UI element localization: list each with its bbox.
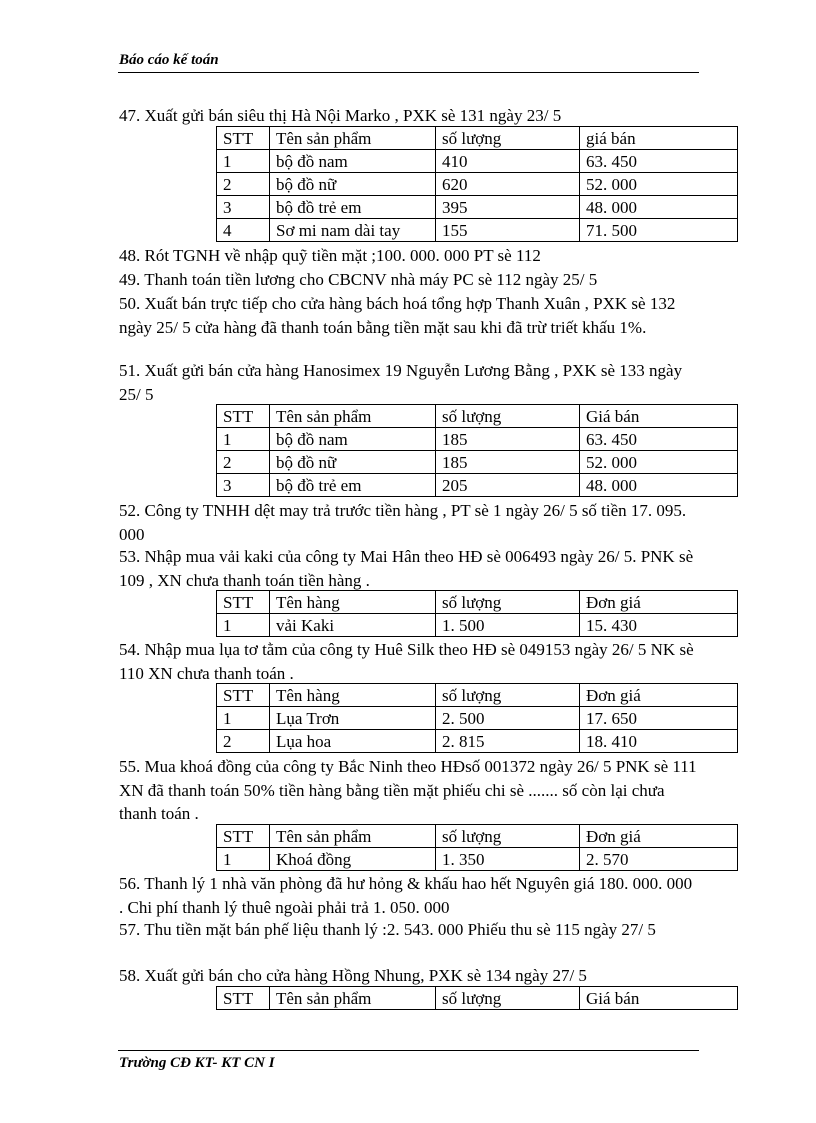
table-row [217, 196, 738, 219]
column-header: STT [217, 684, 270, 707]
table-cell: vải Kaki [270, 614, 436, 637]
table-cell: bộ đồ trẻ em [270, 474, 436, 497]
column-header: số lượng [436, 405, 580, 428]
column-header: Đơn giá [580, 684, 738, 707]
item-55: 55. Mua khoá đồng của công ty Bắc Ninh theo HĐsố 001372 ngày 26/ 5 PNK sè 111 XN đã thanh toán 50% tiền hàng bằng tiền mặt phiếu chi sè ....... số còn lại chưa thanh toán . [119, 757, 697, 823]
table-row [217, 428, 738, 451]
column-header: số lượng [436, 825, 580, 848]
table-cell: 395 [436, 196, 580, 219]
column-header: STT [217, 591, 270, 614]
column-header: Đơn giá [580, 591, 738, 614]
table-cell: 1 [217, 428, 270, 451]
column-header: STT [217, 825, 270, 848]
column-header: Tên sản phẩm [270, 405, 436, 428]
table-cell: 205 [436, 474, 580, 497]
table-item-51 [216, 404, 738, 497]
table-cell: 18. 410 [580, 730, 738, 753]
table-header-row [217, 684, 738, 707]
table-cell: 63. 450 [580, 150, 738, 173]
table-cell: 1 [217, 150, 270, 173]
table-cell: 2 [217, 730, 270, 753]
table-cell: 52. 000 [580, 451, 738, 474]
page-header-title: Báo cáo kế toán [119, 52, 219, 68]
item-50: 50. Xuất bán trực tiếp cho cửa hàng bách hoá tổng hợp Thanh Xuân , PXK sè 132 ngày 25/ 5 cửa hàng đã thanh toán bằng tiền mặt sau khi đã trừ triết khấu 1%. [119, 294, 676, 337]
table-cell: 185 [436, 451, 580, 474]
table-cell: bộ đồ nữ [270, 451, 436, 474]
footer-rule [118, 1050, 699, 1051]
table-cell: 17. 650 [580, 707, 738, 730]
item-56: 56. Thanh lý 1 nhà văn phòng đã hư hỏng & khấu hao hết Nguyên giá 180. 000. 000 . Chi phí thanh lý thuê ngoài phải trả 1. 050. 000 [119, 874, 693, 917]
table-cell: 185 [436, 428, 580, 451]
table-cell: 1. 350 [436, 848, 580, 871]
table-item-58 [216, 986, 738, 1010]
table-cell: bộ đồ trẻ em [270, 196, 436, 219]
column-header: Đơn giá [580, 825, 738, 848]
table-cell: 48. 000 [580, 474, 738, 497]
table-header-row [217, 825, 738, 848]
table-cell: 620 [436, 173, 580, 196]
table-cell: 3 [217, 196, 270, 219]
column-header: Tên hàng [270, 684, 436, 707]
column-header: STT [217, 127, 270, 150]
table-cell: 48. 000 [580, 196, 738, 219]
column-header: Tên sản phẩm [270, 987, 436, 1010]
column-header: số lượng [436, 591, 580, 614]
table-row [217, 614, 738, 637]
item-54: 54. Nhập mua lụa tơ tằm của công ty Huê Silk theo HĐ sè 049153 ngày 26/ 5 NK sè 110 XN chưa thanh toán . [119, 640, 694, 683]
page-footer-title: Trường CĐ KT- KT CN I [119, 1055, 275, 1071]
table-cell: Lụa hoa [270, 730, 436, 753]
column-header: Tên sản phẩm [270, 127, 436, 150]
table-header-row [217, 987, 738, 1010]
table-item-47 [216, 126, 738, 242]
table-cell: 2. 570 [580, 848, 738, 871]
table-cell: 2. 815 [436, 730, 580, 753]
table-cell: 155 [436, 219, 580, 242]
table-cell: Khoá đồng [270, 848, 436, 871]
table-cell: Sơ mi nam dài tay [270, 219, 436, 242]
item-58: 58. Xuất gửi bán cho cửa hàng Hồng Nhung, PXK sè 134 ngày 27/ 5 [119, 966, 587, 985]
column-header: số lượng [436, 684, 580, 707]
column-header: STT [217, 987, 270, 1010]
item-48: 48. Rót TGNH về nhập quỹ tiền mặt ;100. 000. 000 PT sè 112 [119, 246, 541, 265]
column-header: Tên sản phẩm [270, 825, 436, 848]
table-cell: 2. 500 [436, 707, 580, 730]
table-cell: 63. 450 [580, 428, 738, 451]
table-cell: 1 [217, 848, 270, 871]
table-cell: 52. 000 [580, 173, 738, 196]
table-cell: 1 [217, 707, 270, 730]
item-52: 52. Công ty TNHH dệt may trả trước tiền hàng , PT sè 1 ngày 26/ 5 số tiền 17. 095. 000 [119, 501, 687, 544]
table-row [217, 219, 738, 242]
item-51: 51. Xuất gửi bán cửa hàng Hanosimex 19 Nguyễn Lương Bằng , PXK sè 133 ngày 25/ 5 [119, 361, 683, 404]
table-cell: 410 [436, 150, 580, 173]
item-53: 53. Nhập mua vải kaki của công ty Mai Hân theo HĐ sè 006493 ngày 26/ 5. PNK sè 109 , XN chưa thanh toán tiền hàng . [119, 547, 694, 590]
table-row [217, 150, 738, 173]
header-rule [118, 72, 699, 73]
item-49: 49. Thanh toán tiền lương cho CBCNV nhà máy PC sè 112 ngày 25/ 5 [119, 270, 598, 289]
table-row [217, 848, 738, 871]
table-cell: 3 [217, 474, 270, 497]
table-cell: 4 [217, 219, 270, 242]
column-header: giá bán [580, 127, 738, 150]
table-row [217, 707, 738, 730]
column-header: số lượng [436, 987, 580, 1010]
table-header-row [217, 405, 738, 428]
table-cell: bộ đồ nữ [270, 173, 436, 196]
table-cell: 1. 500 [436, 614, 580, 637]
table-cell: 2 [217, 451, 270, 474]
table-row [217, 451, 738, 474]
column-header: STT [217, 405, 270, 428]
table-cell: 1 [217, 614, 270, 637]
column-header: số lượng [436, 127, 580, 150]
column-header: Tên hàng [270, 591, 436, 614]
table-header-row [217, 591, 738, 614]
table-item-54 [216, 683, 738, 753]
table-row [217, 730, 738, 753]
column-header: Giá bán [580, 405, 738, 428]
column-header: Giá bán [580, 987, 738, 1010]
table-header-row [217, 127, 738, 150]
table-row [217, 474, 738, 497]
table-item-53 [216, 590, 738, 637]
item-47: 47. Xuất gửi bán siêu thị Hà Nội Marko , PXK sè 131 ngày 23/ 5 [119, 106, 562, 125]
table-cell: Lụa Trơn [270, 707, 436, 730]
table-cell: bộ đồ nam [270, 428, 436, 451]
table-row [217, 173, 738, 196]
table-item-55 [216, 824, 738, 871]
table-cell: bộ đồ nam [270, 150, 436, 173]
item-57: 57. Thu tiền mặt bán phế liệu thanh lý :2. 543. 000 Phiếu thu sè 115 ngày 27/ 5 [119, 920, 656, 939]
table-cell: 15. 430 [580, 614, 738, 637]
table-cell: 2 [217, 173, 270, 196]
table-cell: 71. 500 [580, 219, 738, 242]
